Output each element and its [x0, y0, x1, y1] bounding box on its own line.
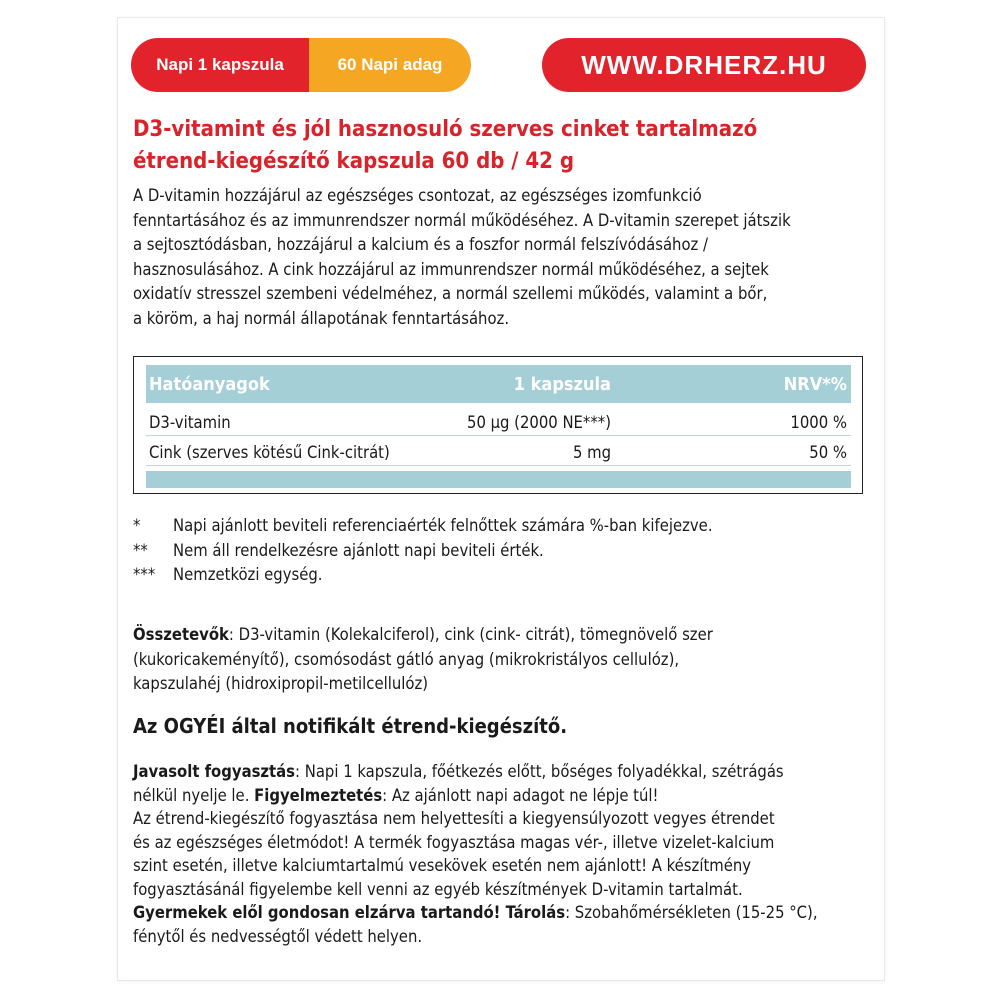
usage-line: fogyasztásánál figyelembe kell venni az egyéb készítmények D-vitamin tartalmát. — [133, 879, 743, 899]
usage-line — [133, 784, 873, 808]
usage-line — [133, 901, 873, 925]
cell-amount: 50 µg (2000 NE***) — [467, 412, 611, 432]
usage-line: Az étrend-kiegészítő fogyasztása nem helyettesíti a kiegyensúlyozott vegyes étrendet — [133, 809, 775, 828]
usage-text: : Szobahőmérsékleten (15-25 °C), — [565, 903, 818, 922]
intro-line: oxidatív stresszel szembeni védelméhez, a normál szellemi működés, valamint a bőr, — [133, 284, 768, 303]
cell-amount: 5 mg — [572, 442, 611, 462]
usage-text: : Napi 1 kapszula, főétkezés előtt, bőséges folyadékkal, szétrágás — [295, 762, 784, 781]
cell-nrv: 1000 % — [790, 412, 847, 432]
usage-section — [133, 760, 873, 948]
footnote-mark: ** — [133, 540, 148, 560]
table-header — [146, 365, 851, 403]
footnote — [133, 563, 873, 588]
usage-label: Javasolt fogyasztás — [133, 762, 296, 781]
title-line: étrend-kiegészítő kapszula 60 db / 42 g — [133, 149, 575, 174]
cell-ingredient: Cink (szerves kötésű Cink-citrát) — [149, 442, 390, 462]
footnote — [133, 539, 873, 564]
footnote-mark: * — [133, 516, 141, 535]
storage-label: Gyermekek elől gondosan elzárva tartandó! Tárolás — [133, 903, 566, 922]
cell-ingredient: D3-vitamin — [149, 412, 231, 432]
header-per-capsule: 1 kapszula — [513, 373, 611, 395]
daily-count-badge: 60 Napi adag — [309, 38, 471, 92]
ingredients-line: kapszulahéj (hidroxipropil-metilcellulóz) — [133, 674, 429, 693]
footnote — [133, 514, 873, 539]
title-line: D3-vitamint és jól hasznosuló szerves cinket tartalmazó — [133, 117, 758, 142]
ingredients-line — [133, 623, 873, 648]
nutrition-table — [133, 356, 863, 494]
intro-line: a sejtosztódásban, hozzájárul a kalcium és a foszfor normál felszívódásához / — [133, 235, 709, 254]
ingredients-section — [133, 623, 873, 697]
intro-text — [133, 184, 873, 331]
header-active-ingredients: Hatóanyagok — [149, 373, 270, 395]
usage-text: : Az ajánlott napi adagot ne lépje túl! — [382, 785, 659, 805]
table-footer-bar — [146, 471, 851, 488]
website-badge[interactable]: WWW.DRHERZ.HU — [542, 38, 866, 92]
warning-label: Figyelmeztetés — [254, 785, 383, 805]
dose-badge — [131, 38, 471, 92]
ingredients-text: : D3-vitamin (Kolekalciferol), cink (cink- citrát), tömegnövelő szer — [228, 625, 713, 644]
daily-dose-badge: Napi 1 kapszula — [131, 38, 309, 92]
usage-line: szint esetén, illetve kalciumtartalmú vesekövek esetén nem ajánlott! A készítmény — [133, 856, 752, 875]
table-row — [146, 439, 851, 466]
intro-line: a köröm, a haj normál állapotának fenntartásához. — [133, 308, 510, 328]
intro-line: A D-vitamin hozzájárul az egészséges csontozat, az egészséges izomfunkció — [133, 186, 702, 205]
notification-statement: Az OGYÉI által notifikált étrend-kiegészítő. — [133, 714, 568, 738]
footnote-text: Nem áll rendelkezésre ajánlott napi beviteli érték. — [173, 540, 544, 560]
intro-line: fenntartásához és az immunrendszer normál működéséhez. A D-vitamin szerepet játszik — [133, 210, 791, 230]
cell-nrv: 50 % — [809, 442, 847, 462]
ingredients-label: Összetevők — [133, 625, 229, 644]
usage-line — [133, 760, 873, 784]
product-title — [133, 114, 873, 178]
intro-line: hasznosulásához. A cink hozzájárul az immunrendszer normál működéséhez, a sejtek — [133, 259, 769, 279]
footnotes — [133, 514, 873, 588]
ingredients-line: (kukoricakeményítő), csomósodást gátló anyag (mikrokristályos cellulóz), — [133, 649, 680, 669]
footnote-text: Nemzetközi egység. — [173, 565, 323, 584]
table-row — [146, 409, 851, 436]
footnote-mark: *** — [133, 565, 156, 584]
usage-line: és az egészséges életmódot! A termék fogyasztása magas vér-, illetve vizelet-kalcium — [133, 832, 775, 852]
footnote-text: Napi ajánlott beviteli referenciaérték felnőttek számára %-ban kifejezve. — [173, 516, 713, 535]
header-nrv: NRV*% — [783, 373, 847, 395]
usage-text: nélkül nyelje le. — [133, 785, 255, 805]
usage-line: fénytől és nedvességtől védett helyen. — [133, 926, 423, 946]
